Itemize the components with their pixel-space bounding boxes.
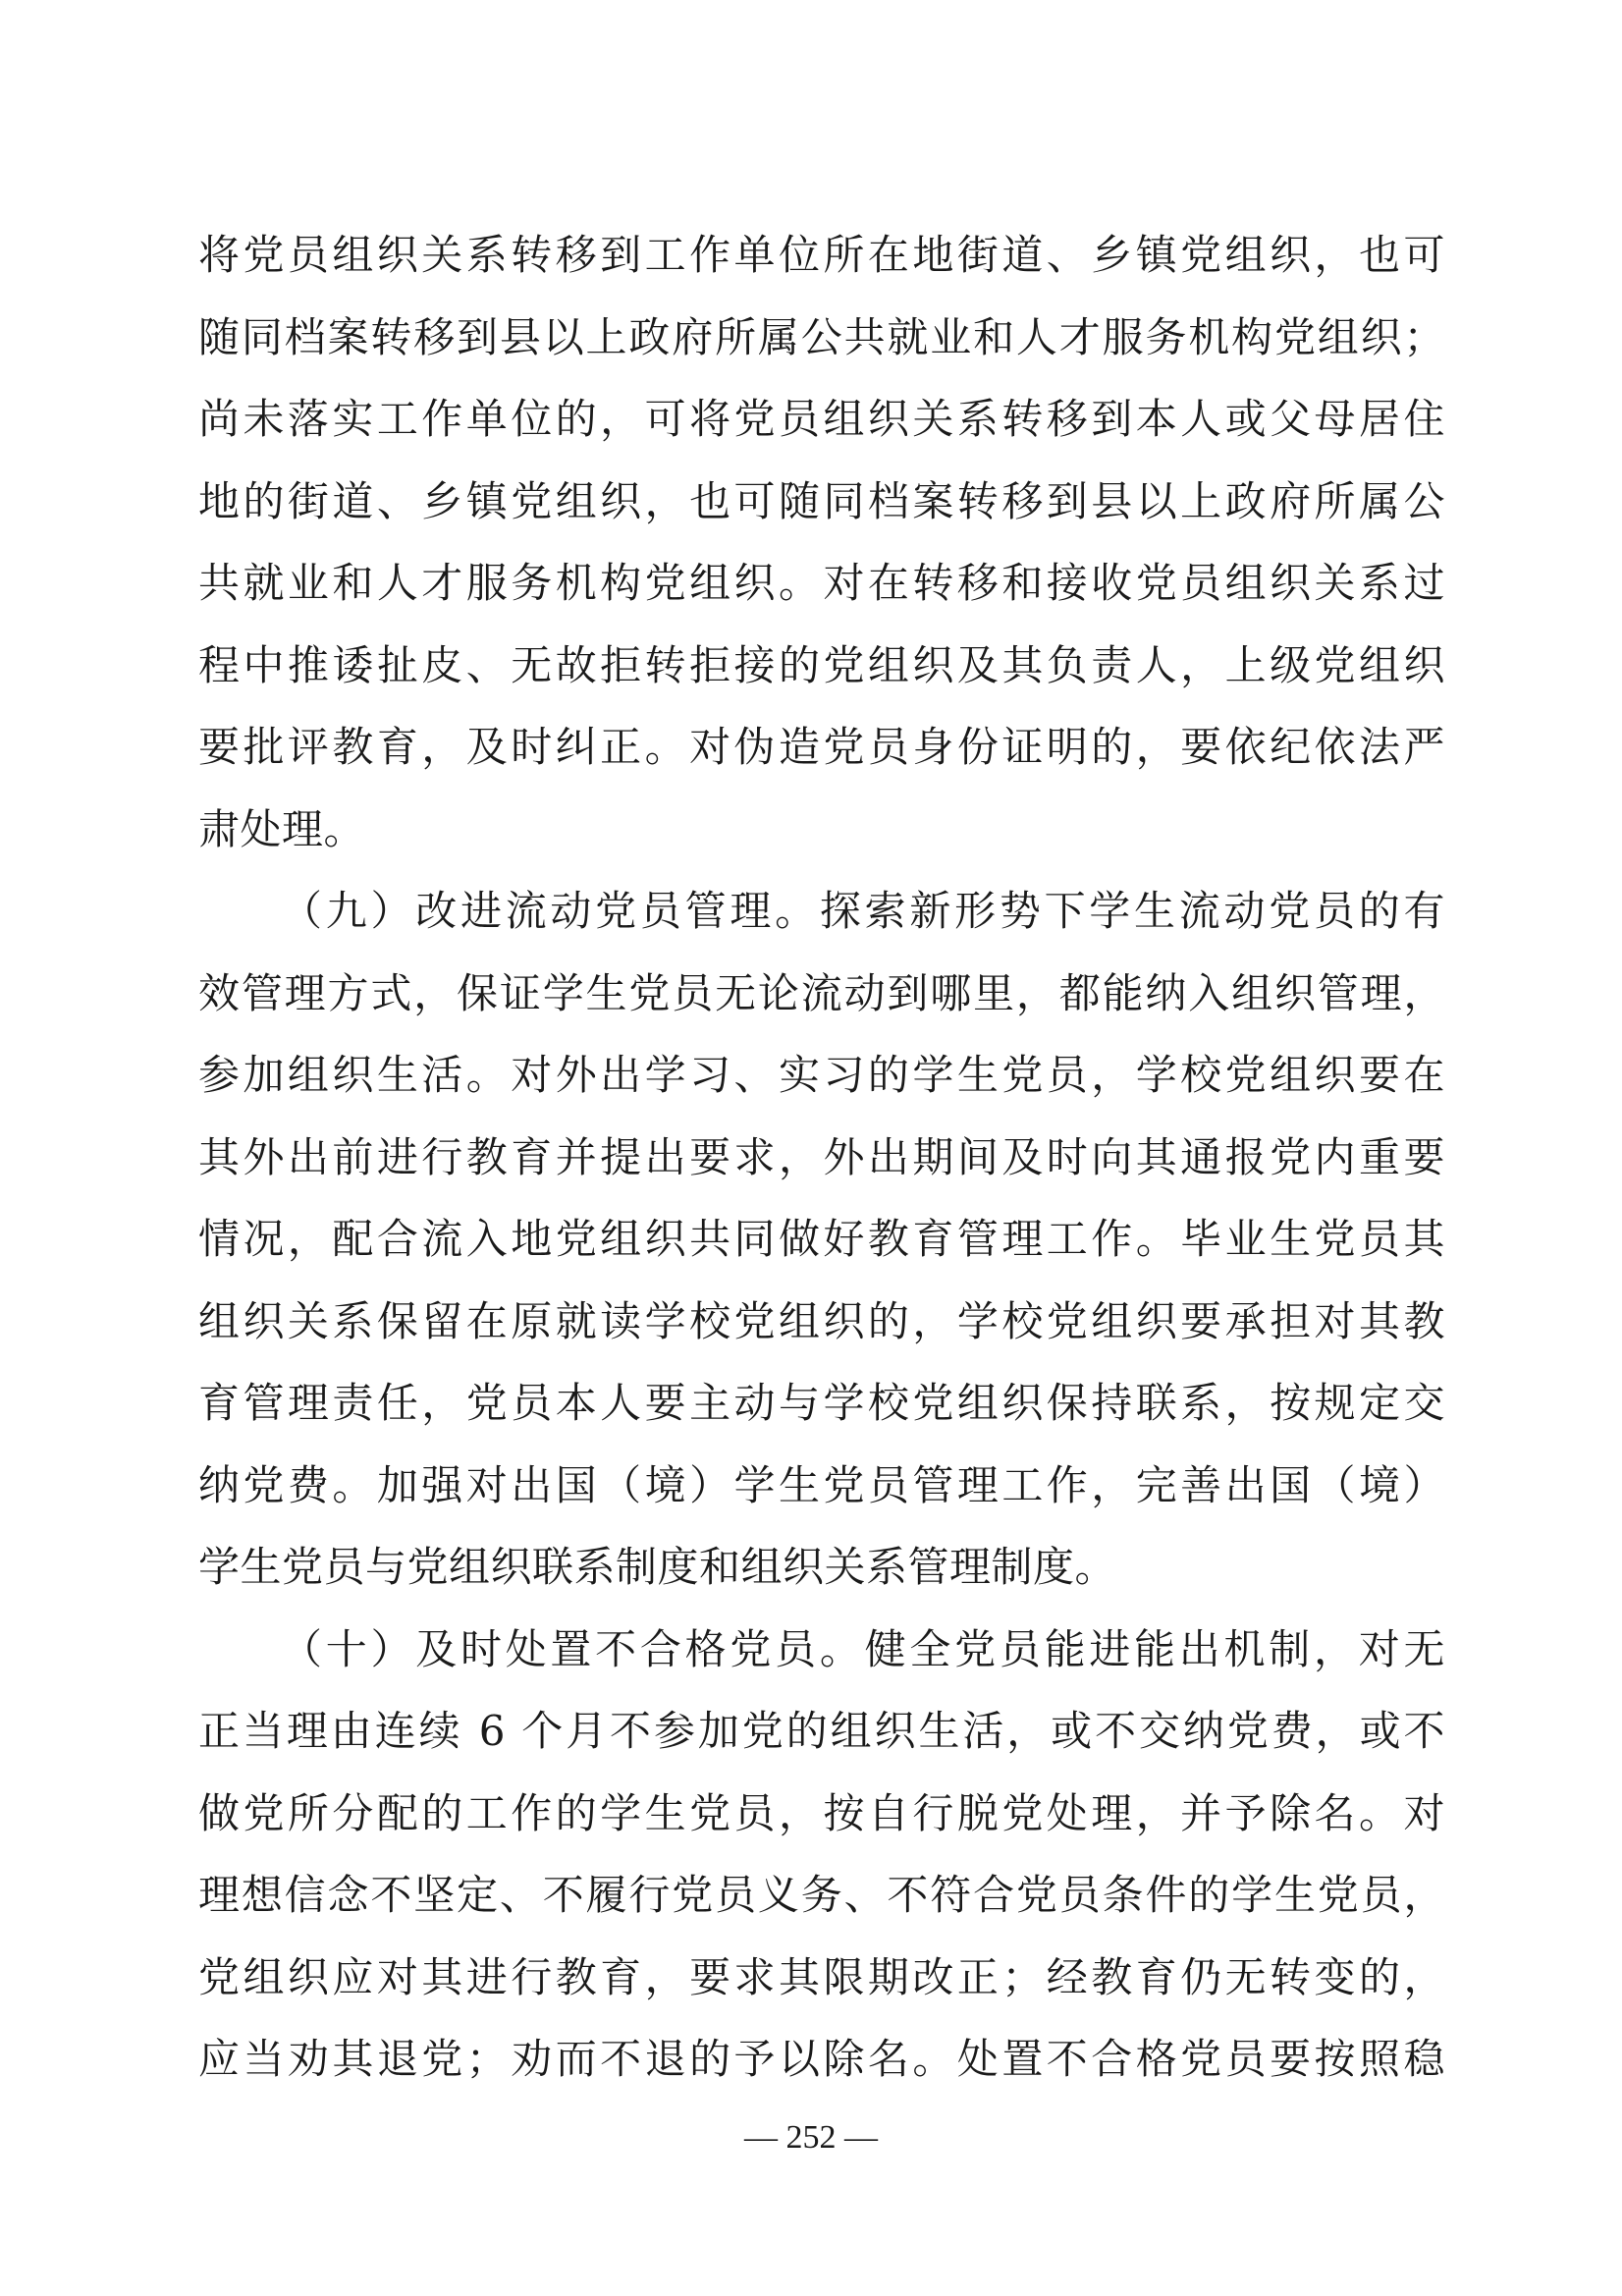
text-line: 正当理由连续 6 个月不参加党的组织生活，或不交纳党费，或不 xyxy=(198,1707,1445,1755)
text-line: （九）改进流动党员管理。探索新形势下学生流动党员的有 xyxy=(281,887,1445,935)
text-line: 组织关系保留在原就读学校党组织的，学校党组织要承担对其教 xyxy=(198,1296,1445,1345)
text-line: 效管理方式，保证学生党员无论流动到哪里，都能纳入组织管理， xyxy=(198,968,1445,1017)
paragraph-mobile-party-members xyxy=(198,870,1445,1609)
text-line: 理想信念不坚定、不履行党员义务、不符合党员条件的学生党员， xyxy=(198,1871,1445,1919)
text-line: 学生党员与党组织联系制度和组织关系管理制度。 xyxy=(198,1543,1117,1591)
text-line: 应当劝其退党；劝而不退的予以除名。处置不合格党员要按照稳 xyxy=(198,2035,1445,2083)
text-line: 将党员组织关系转移到工作单位所在地街道、乡镇党组织，也可 xyxy=(198,231,1445,279)
text-line: 尚未落实工作单位的，可将党员组织关系转移到本人或父母居住 xyxy=(198,395,1445,443)
text-line: 纳党费。加强对出国（境）学生党员管理工作，完善出国（境） xyxy=(198,1460,1445,1509)
text-line: 做党所分配的工作的学生党员，按自行脱党处理，并予除名。对 xyxy=(198,1788,1445,1837)
text-line: 参加组织生活。对外出学习、实习的学生党员，学校党组织要在 xyxy=(198,1051,1445,1099)
text-line: 共就业和人才服务机构党组织。对在转移和接收党员组织关系过 xyxy=(198,559,1445,607)
text-line: 程中推诿扯皮、无故拒转拒接的党组织及其负责人，上级党组织 xyxy=(198,640,1445,689)
paragraph-party-relations-transfer xyxy=(198,214,1445,870)
text-line: 情况，配合流入地党组织共同做好教育管理工作。毕业生党员其 xyxy=(198,1215,1445,1263)
text-line: （十）及时处置不合格党员。健全党员能进能出机制，对无 xyxy=(281,1624,1445,1673)
text-line: 要批评教育，及时纠正。对伪造党员身份证明的，要依纪依法严 xyxy=(198,723,1445,771)
paragraph-unqualified-members xyxy=(198,1609,1445,2101)
text-line: 随同档案转移到县以上政府所属公共就业和人才服务机构党组织； xyxy=(198,312,1445,361)
text-line: 党组织应对其进行教育，要求其限期改正；经教育仍无转变的， xyxy=(198,1952,1445,2001)
text-line: 育管理责任，党员本人要主动与学校党组织保持联系，按规定交 xyxy=(198,1379,1445,1427)
text-line: 肃处理。 xyxy=(198,804,366,853)
text-line: 其外出前进行教育并提出要求，外出期间及时向其通报党内重要 xyxy=(198,1132,1445,1181)
page-number: — 252 — xyxy=(744,2119,878,2156)
text-line: 地的街道、乡镇党组织，也可随同档案转移到县以上政府所属公 xyxy=(198,476,1445,525)
page-body xyxy=(198,214,1445,2101)
